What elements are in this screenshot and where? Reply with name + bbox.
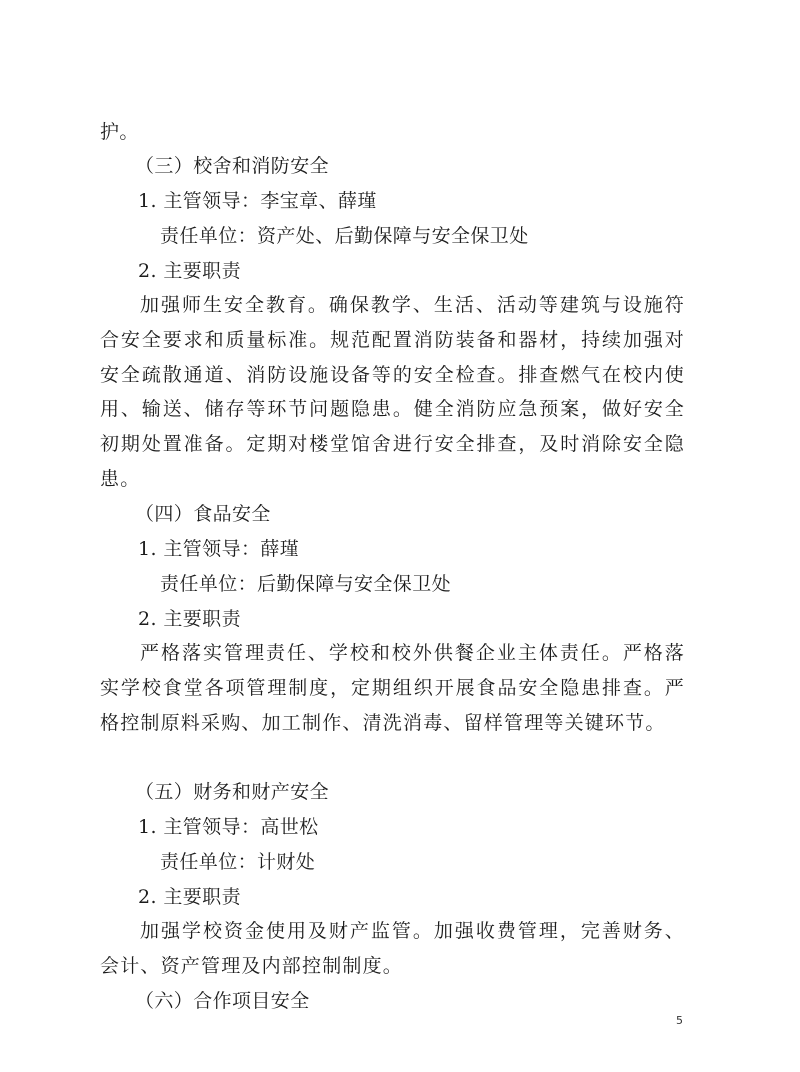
section-leader: 1. 主管领导：高世松 xyxy=(138,816,319,838)
section-duties-text: 加强师生安全教育。确保教学、生活、活动等建筑与设施符合安全要求和质量标准。规范配置消防装备和器材，持续加强对安全疏散通道、消防设施设备等的安全检查。排查燃气在校内使用、输送、储存等环节问题隐患。健全消防应急预案，做好安全初期处置准备。定期对楼堂馆舍进行安全排查，及时消除安全隐患。 xyxy=(100,294,685,490)
continuation-text: 护。 xyxy=(100,121,139,143)
section-unit: 责任单位：计财处 xyxy=(160,851,316,873)
section-unit: 责任单位：后勤保障与安全保卫处 xyxy=(160,573,452,595)
section-heading: （三）校舍和消防安全 xyxy=(135,155,330,177)
section-leader: 1. 主管领导：薛瑾 xyxy=(138,538,300,560)
page-number: 5 xyxy=(676,1014,683,1027)
section-heading: （六）合作项目安全 xyxy=(135,990,310,1012)
section-duties-text: 严格落实管理责任、学校和校外供餐企业主体责任。严格落实学校食堂各项管理制度，定期组织开展食品安全隐患排查。严格控制原料采购、加工制作、清洗消毒、留样管理等关键环节。 xyxy=(100,642,685,734)
section-duties-label: 2. 主要职责 xyxy=(138,260,241,282)
section-duties-label: 2. 主要职责 xyxy=(138,886,241,908)
section-heading: （五）财务和财产安全 xyxy=(135,781,330,803)
section-leader: 1. 主管领导：李宝章、薛瑾 xyxy=(138,190,377,212)
section-duties-label: 2. 主要职责 xyxy=(138,608,241,630)
section-duties-text: 加强学校资金使用及财产监管。加强收费管理，完善财务、会计、资产管理及内部控制制度。 xyxy=(100,920,685,977)
section-unit: 责任单位：资产处、后勤保障与安全保卫处 xyxy=(160,225,529,247)
section-heading: （四）食品安全 xyxy=(135,503,271,525)
